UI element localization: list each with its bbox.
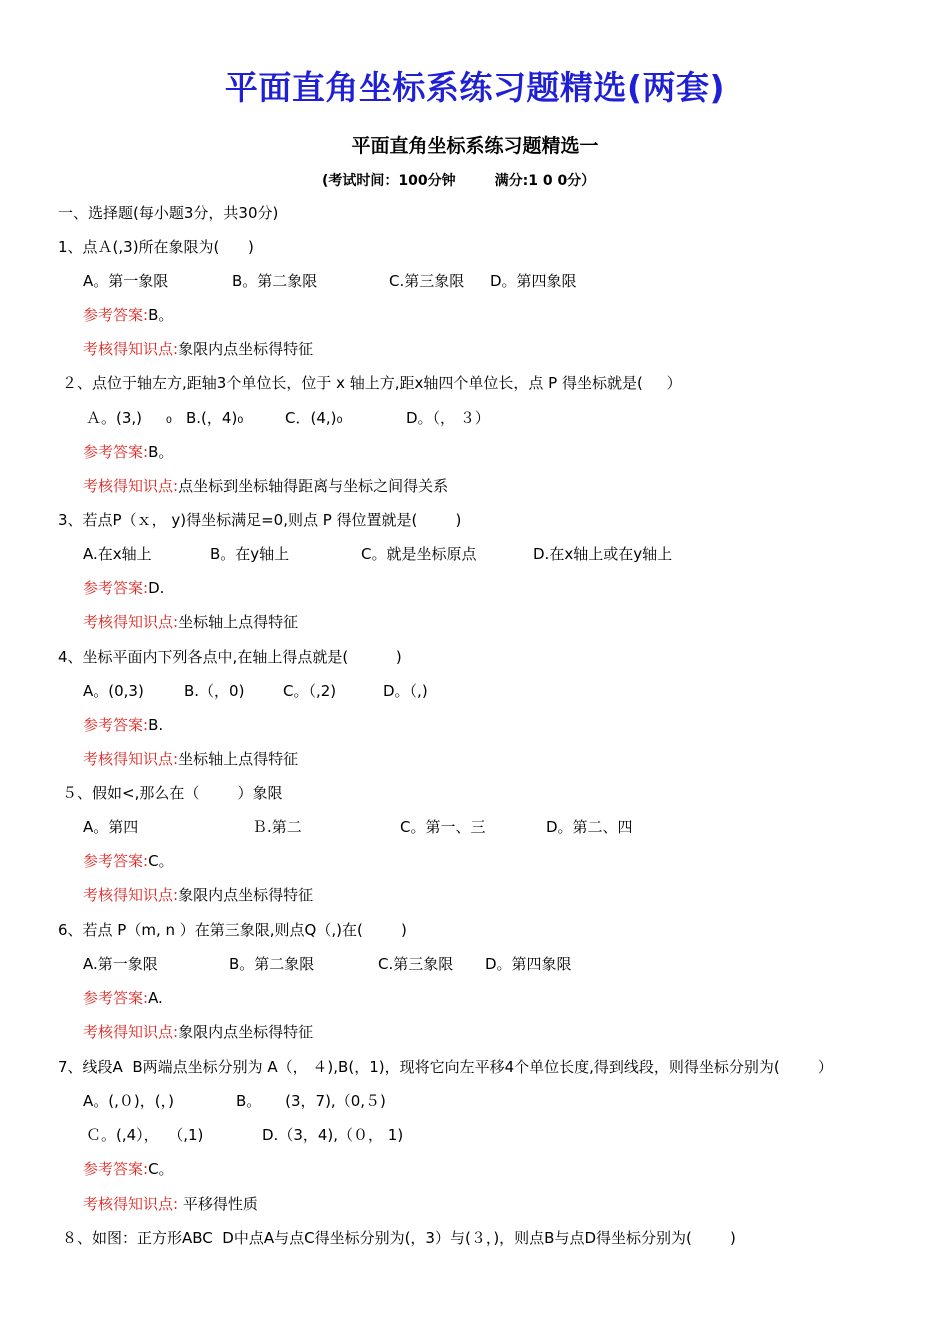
q2-knowledge: 点坐标到坐标轴得距离与坐标之间得关系 xyxy=(178,477,449,495)
q7-answer: C。 xyxy=(148,1160,174,1178)
q4-knowledge-label xyxy=(83,749,298,769)
answer-prefix: 参考答案: xyxy=(83,306,149,324)
q7-option-b: B。 (3，7),（0,５) xyxy=(236,1092,386,1110)
q1-answer: B。 xyxy=(148,306,174,324)
q4-option-c: C。（,2) xyxy=(283,682,337,700)
knowledge-prefix: 考核得知识点: xyxy=(83,340,179,358)
q6-knowledge: 象限内点坐标得特征 xyxy=(178,1023,314,1041)
knowledge-prefix: 考核得知识点: xyxy=(83,1195,179,1213)
q7-option-c: Ｃ。(,4）， （,1) xyxy=(86,1126,204,1144)
q3-option-b: B。在y轴上 xyxy=(210,545,290,563)
q6-option-c: C.第三象限 xyxy=(378,955,454,973)
question-7: 7、线段A B两端点坐标分别为 A（， ４),B(，1)，现将它向左平移4个单位长度,得到线段，则得坐标分别为( ） xyxy=(58,1058,833,1076)
q1-option-b: B。第二象限 xyxy=(232,272,318,290)
page-title: 平面直角坐标系练习题精选(两套) xyxy=(224,68,726,107)
q6-knowledge-label xyxy=(83,1022,313,1042)
answer-prefix: 参考答案: xyxy=(83,443,149,461)
q1-knowledge-label xyxy=(83,339,313,359)
question-6: 6、若点 P（m, n ）在第三象限,则点Q（,)在( ) xyxy=(58,921,407,939)
q5-option-d: D。第二、四 xyxy=(546,818,633,836)
q2-knowledge-label xyxy=(83,476,448,496)
q7-knowledge-label xyxy=(83,1194,258,1214)
exam-subtitle: 平面直角坐标系练习题精选一 xyxy=(351,135,599,157)
answer-prefix: 参考答案: xyxy=(83,579,149,597)
q6-answer-label xyxy=(83,988,163,1008)
q2-option-a: Ａ。(3,) ₀ xyxy=(86,409,172,427)
q5-option-a: A。第四 xyxy=(83,818,139,836)
q6-answer: A. xyxy=(148,989,163,1007)
q7-knowledge: 平移得性质 xyxy=(178,1195,258,1213)
q4-option-d: D。（,) xyxy=(383,682,428,700)
q5-knowledge-label xyxy=(83,885,313,905)
knowledge-prefix: 考核得知识点: xyxy=(83,1023,179,1041)
q3-option-c: C。就是坐标原点 xyxy=(361,545,477,563)
q1-knowledge: 象限内点坐标得特征 xyxy=(178,340,314,358)
exam-info: (考试时间：100分钟 满分:1 0 0分） xyxy=(322,173,596,189)
q1-option-c: C.第三象限 xyxy=(389,272,465,290)
q6-option-d: D。第四象限 xyxy=(485,955,572,973)
question-1: 1、点Ａ(,3)所在象限为( ) xyxy=(58,238,254,256)
q4-answer-label xyxy=(83,715,163,735)
question-5: ５、假如<,那么在（ ）象限 xyxy=(62,784,283,802)
q1-answer-label xyxy=(83,305,173,325)
q7-answer-label xyxy=(83,1159,174,1179)
q5-answer: C。 xyxy=(148,852,174,870)
q4-option-b: B.（，0) xyxy=(184,682,245,700)
knowledge-prefix: 考核得知识点: xyxy=(83,613,179,631)
q3-answer: D. xyxy=(148,579,165,597)
knowledge-prefix: 考核得知识点: xyxy=(83,750,179,768)
q6-option-a: A.第一象限 xyxy=(83,955,158,973)
q3-answer-label xyxy=(83,578,164,598)
q4-option-a: A。(0,3) xyxy=(83,682,144,700)
question-4: 4、坐标平面内下列各点中,在轴上得点就是( ) xyxy=(58,648,402,666)
q1-option-a: A。第一象限 xyxy=(83,272,169,290)
q5-answer-label xyxy=(83,851,174,871)
section-heading: 一、选择题(每小题3分，共30分) xyxy=(58,204,279,222)
question-3: 3、若点P（ｘ， y)得坐标满足=0,则点 P 得位置就是( ) xyxy=(58,511,462,529)
answer-prefix: 参考答案: xyxy=(83,1160,149,1178)
q5-option-b: Ｂ.第二 xyxy=(252,818,302,836)
answer-prefix: 参考答案: xyxy=(83,989,149,1007)
knowledge-prefix: 考核得知识点: xyxy=(83,477,179,495)
q1-option-d: D。第四象限 xyxy=(490,272,577,290)
question-2: ２、点位于轴左方,距轴3个单位长，位于 x 轴上方,距x轴四个单位长，点 P 得坐标就是( ） xyxy=(62,374,682,392)
q4-answer: B. xyxy=(148,716,164,734)
q7-option-a: A。(,０)，(，) xyxy=(83,1092,174,1110)
q3-option-d: D.在x轴上或在y轴上 xyxy=(533,545,673,563)
q3-option-a: A.在x轴上 xyxy=(83,545,152,563)
q7-option-d: D.（3，4),（０， 1) xyxy=(262,1126,404,1144)
q3-knowledge: 坐标轴上点得特征 xyxy=(178,613,299,631)
question-8: ８、如图：正方形ABC D中点A与点C得坐标分别为(，3）与(３，)，则点B与点D得坐标分别为( ) xyxy=(62,1229,736,1247)
answer-prefix: 参考答案: xyxy=(83,852,149,870)
knowledge-prefix: 考核得知识点: xyxy=(83,886,179,904)
q3-knowledge-label xyxy=(83,612,298,632)
q2-answer: B。 xyxy=(148,443,174,461)
q2-option-d: D。（， ３） xyxy=(406,409,490,427)
answer-prefix: 参考答案: xyxy=(83,716,149,734)
q5-option-c: C。第一、三 xyxy=(400,818,486,836)
q4-knowledge: 坐标轴上点得特征 xyxy=(178,750,299,768)
q5-knowledge: 象限内点坐标得特征 xyxy=(178,886,314,904)
q6-option-b: B。第二象限 xyxy=(229,955,315,973)
q2-answer-label xyxy=(83,442,173,462)
q2-option-c: C．(4,)₀ xyxy=(285,409,343,427)
q2-option-b: B.(，4)₀ xyxy=(186,409,244,427)
